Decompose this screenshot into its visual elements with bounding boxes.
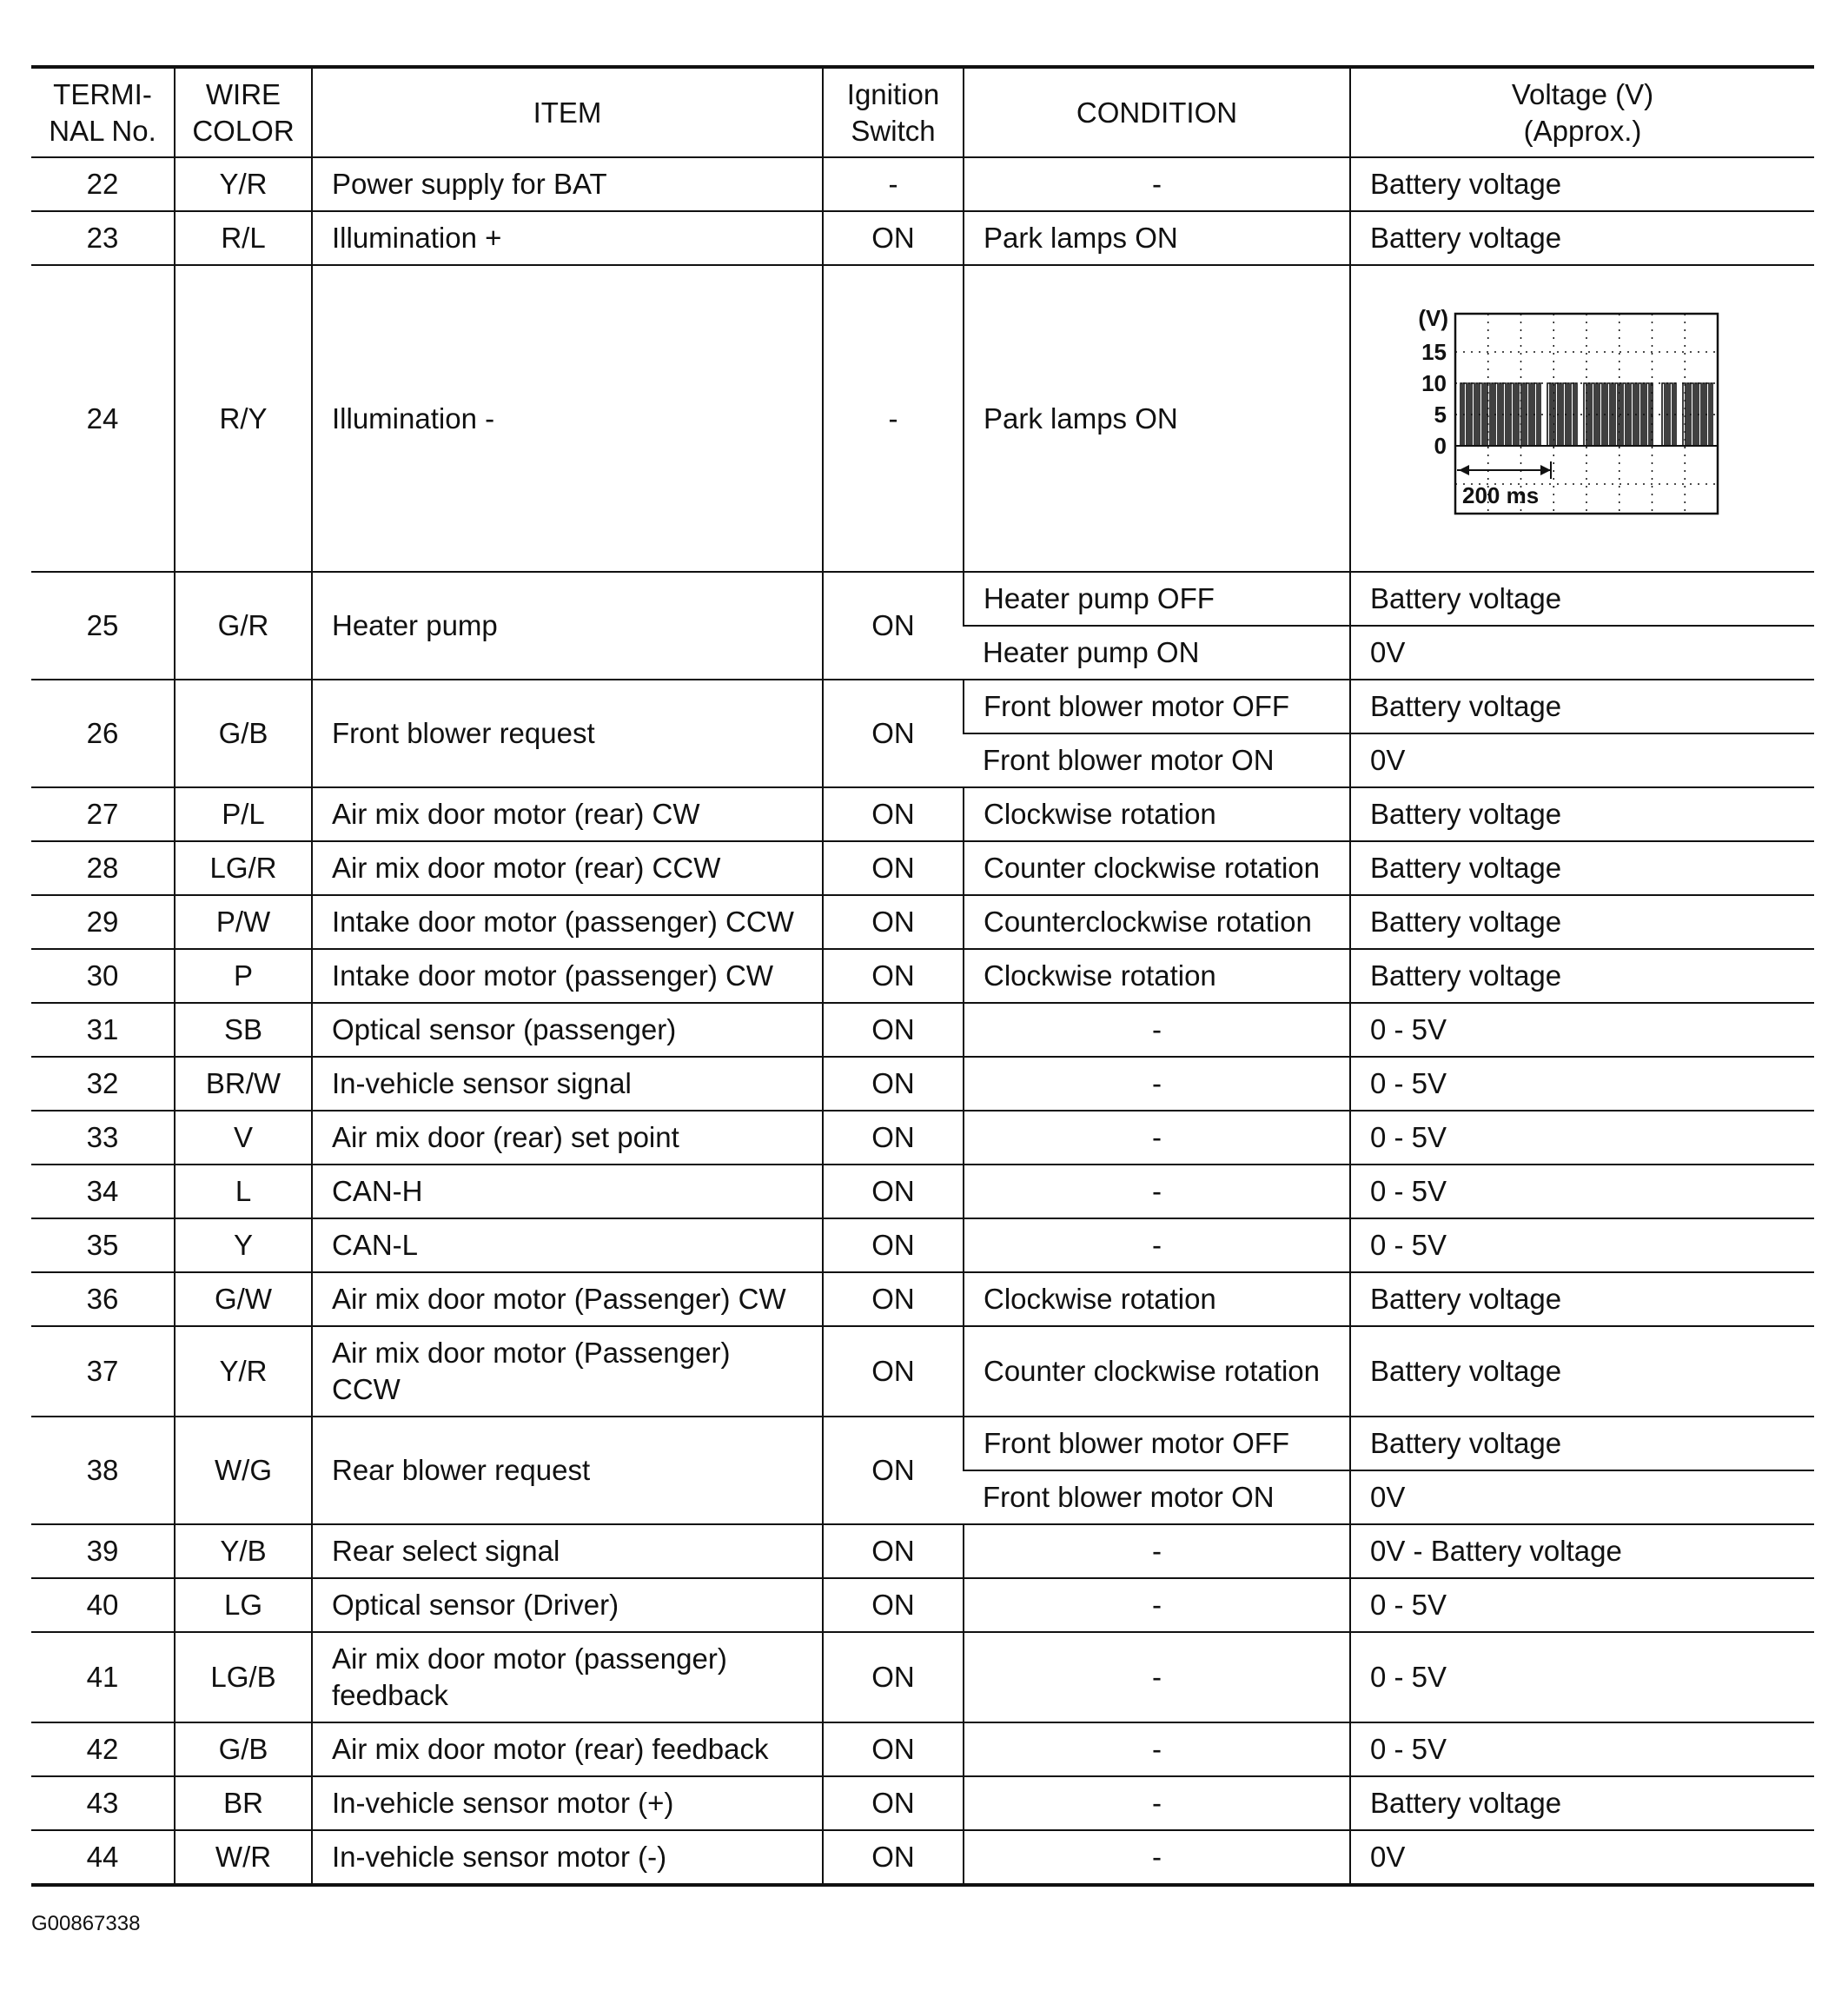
cell-ignition: ON (823, 1003, 964, 1057)
cell-item: Air mix door motor (rear) CCW (312, 841, 823, 895)
table-row (31, 1632, 1814, 1722)
header-voltage: Voltage (V) (Approx.) (1350, 67, 1814, 157)
cell-wire-color: Y/R (175, 157, 312, 211)
cell-terminal: 41 (31, 1632, 175, 1722)
cell-condition: - (964, 1578, 1350, 1632)
cell-ignition: ON (823, 1722, 964, 1776)
cell-voltage (1350, 265, 1814, 572)
cell-condition: - (964, 1111, 1350, 1165)
cell-ignition: ON (823, 1218, 964, 1272)
cell-ignition: ON (823, 1578, 964, 1632)
cell-ignition: ON (823, 1417, 964, 1524)
cell-terminal: 26 (31, 680, 175, 787)
cell-item: In-vehicle sensor motor (-) (312, 1830, 823, 1885)
cell-voltage: 0V (1350, 626, 1814, 680)
table-row (31, 1111, 1814, 1165)
cell-wire-color: V (175, 1111, 312, 1165)
cell-item: CAN-L (312, 1218, 823, 1272)
cell-item: Illumination + (312, 211, 823, 265)
cell-ignition: ON (823, 895, 964, 949)
cell-item: Optical sensor (Driver) (312, 1578, 823, 1632)
cell-voltage: 0 - 5V (1350, 1632, 1814, 1722)
cell-item: Illumination - (312, 265, 823, 572)
cell-condition: - (964, 1830, 1350, 1885)
cell-ignition: ON (823, 1165, 964, 1218)
cell-terminal: 40 (31, 1578, 175, 1632)
header-condition: CONDITION (964, 67, 1350, 157)
table-row (31, 1218, 1814, 1272)
table-row (31, 895, 1814, 949)
cell-condition: Counterclockwise rotation (964, 895, 1350, 949)
cell-condition: - (964, 157, 1350, 211)
cell-condition: Counter clockwise rotation (964, 1326, 1350, 1417)
header-row (31, 67, 1814, 157)
cell-ignition: ON (823, 1057, 964, 1111)
cell-voltage: Battery voltage (1350, 680, 1814, 733)
cell-terminal: 35 (31, 1218, 175, 1272)
cell-wire-color: G/B (175, 1722, 312, 1776)
cell-wire-color: Y/B (175, 1524, 312, 1578)
cell-ignition: ON (823, 211, 964, 265)
oscilloscope-figure (1394, 302, 1725, 528)
time-arrow-right (1540, 465, 1551, 475)
cell-condition: Clockwise rotation (964, 787, 1350, 841)
cell-voltage: 0 - 5V (1350, 1578, 1814, 1632)
cell-voltage: 0 - 5V (1350, 1057, 1814, 1111)
table-row (31, 1524, 1814, 1578)
cell-voltage: 0V (1350, 1830, 1814, 1885)
cell-item: In-vehicle sensor motor (+) (312, 1776, 823, 1830)
cell-condition: Front blower motor OFF (964, 680, 1350, 733)
cell-wire-color: BR (175, 1776, 312, 1830)
table-row (31, 1272, 1814, 1326)
cell-condition: Front blower motor ON (964, 1470, 1350, 1524)
cell-voltage: 0V - Battery voltage (1350, 1524, 1814, 1578)
table-row (31, 1417, 1814, 1470)
table-row (31, 1003, 1814, 1057)
cell-item: Air mix door motor (Passenger) CCW (312, 1326, 823, 1417)
cell-condition: - (964, 1218, 1350, 1272)
time-scale-label: 200 ms (1462, 481, 1540, 508)
cell-item: Optical sensor (passenger) (312, 1003, 823, 1057)
cell-terminal: 32 (31, 1057, 175, 1111)
cell-wire-color: R/Y (175, 265, 312, 572)
cell-ignition: ON (823, 787, 964, 841)
cell-item: Power supply for BAT (312, 157, 823, 211)
cell-condition: - (964, 1722, 1350, 1776)
cell-item: Heater pump (312, 572, 823, 680)
figure-id: G00867338 (31, 1912, 141, 1935)
cell-voltage: 0 - 5V (1350, 1218, 1814, 1272)
table-row (31, 157, 1814, 211)
cell-condition: - (964, 1776, 1350, 1830)
table-row (31, 1722, 1814, 1776)
cell-terminal: 22 (31, 157, 175, 211)
table-row (31, 1776, 1814, 1830)
table-row (31, 1165, 1814, 1218)
cell-voltage: Battery voltage (1350, 1272, 1814, 1326)
cell-voltage: Battery voltage (1350, 895, 1814, 949)
table-row (31, 211, 1814, 265)
y-tick-label: 15 (1421, 338, 1447, 365)
cell-terminal: 29 (31, 895, 175, 949)
cell-voltage: Battery voltage (1350, 1326, 1814, 1417)
cell-condition: Counter clockwise rotation (964, 841, 1350, 895)
cell-condition: Heater pump ON (964, 626, 1350, 680)
cell-condition: - (964, 1524, 1350, 1578)
cell-ignition: ON (823, 841, 964, 895)
table-row (31, 1326, 1814, 1417)
cell-terminal: 27 (31, 787, 175, 841)
cell-voltage: Battery voltage (1350, 157, 1814, 211)
cell-condition: Clockwise rotation (964, 1272, 1350, 1326)
cell-wire-color: G/B (175, 680, 312, 787)
cell-ignition: ON (823, 1776, 964, 1830)
cell-wire-color: P/W (175, 895, 312, 949)
cell-terminal: 33 (31, 1111, 175, 1165)
cell-ignition: ON (823, 1111, 964, 1165)
cell-ignition: ON (823, 1830, 964, 1885)
cell-ignition: ON (823, 1326, 964, 1417)
terminal-table (31, 65, 1814, 1887)
pwm-signal (1459, 383, 1712, 446)
table-row (31, 680, 1814, 733)
time-arrow-left (1459, 465, 1469, 475)
cell-ignition: ON (823, 1524, 964, 1578)
cell-item: Air mix door motor (passenger) feedback (312, 1632, 823, 1722)
cell-wire-color: P (175, 949, 312, 1003)
cell-condition: Park lamps ON (964, 265, 1350, 572)
table-row (31, 572, 1814, 626)
cell-ignition: - (823, 157, 964, 211)
table-row (31, 1578, 1814, 1632)
cell-terminal: 28 (31, 841, 175, 895)
cell-terminal: 44 (31, 1830, 175, 1885)
cell-wire-color: R/L (175, 211, 312, 265)
cell-ignition: - (823, 265, 964, 572)
cell-terminal: 36 (31, 1272, 175, 1326)
cell-wire-color: BR/W (175, 1057, 312, 1111)
table-row (31, 787, 1814, 841)
y-tick-label: 5 (1434, 401, 1447, 428)
header-item: ITEM (312, 67, 823, 157)
cell-item: In-vehicle sensor signal (312, 1057, 823, 1111)
cell-wire-color: SB (175, 1003, 312, 1057)
cell-condition: - (964, 1003, 1350, 1057)
header-wire-color: WIRE COLOR (175, 67, 312, 157)
cell-wire-color: G/R (175, 572, 312, 680)
cell-voltage: 0 - 5V (1350, 1111, 1814, 1165)
cell-ignition: ON (823, 1272, 964, 1326)
cell-item: Intake door motor (passenger) CW (312, 949, 823, 1003)
y-tick-label: 0 (1434, 432, 1447, 459)
cell-item: Rear blower request (312, 1417, 823, 1524)
cell-ignition: ON (823, 1632, 964, 1722)
cell-wire-color: W/G (175, 1417, 312, 1524)
y-unit-label: (V) (1418, 304, 1448, 331)
cell-item: Intake door motor (passenger) CCW (312, 895, 823, 949)
cell-voltage: Battery voltage (1350, 1776, 1814, 1830)
table-row (31, 1057, 1814, 1111)
cell-condition: Park lamps ON (964, 211, 1350, 265)
cell-ignition: ON (823, 680, 964, 787)
cell-voltage: Battery voltage (1350, 787, 1814, 841)
cell-condition: Front blower motor ON (964, 733, 1350, 787)
cell-terminal: 43 (31, 1776, 175, 1830)
cell-item: Air mix door motor (rear) feedback (312, 1722, 823, 1776)
table-row (31, 265, 1814, 572)
cell-condition: - (964, 1165, 1350, 1218)
cell-terminal: 39 (31, 1524, 175, 1578)
cell-terminal: 23 (31, 211, 175, 265)
cell-voltage: Battery voltage (1350, 1417, 1814, 1470)
cell-wire-color: G/W (175, 1272, 312, 1326)
cell-wire-color: W/R (175, 1830, 312, 1885)
cell-condition: Clockwise rotation (964, 949, 1350, 1003)
table-row (31, 949, 1814, 1003)
cell-terminal: 24 (31, 265, 175, 572)
cell-voltage: 0V (1350, 733, 1814, 787)
cell-voltage: Battery voltage (1350, 572, 1814, 626)
cell-ignition: ON (823, 949, 964, 1003)
cell-condition: Front blower motor OFF (964, 1417, 1350, 1470)
cell-item: Rear select signal (312, 1524, 823, 1578)
cell-terminal: 38 (31, 1417, 175, 1524)
cell-item: Front blower request (312, 680, 823, 787)
cell-condition: - (964, 1057, 1350, 1111)
cell-voltage: Battery voltage (1350, 211, 1814, 265)
cell-wire-color: LG (175, 1578, 312, 1632)
cell-item: Air mix door motor (Passenger) CW (312, 1272, 823, 1326)
cell-voltage: Battery voltage (1350, 949, 1814, 1003)
cell-terminal: 34 (31, 1165, 175, 1218)
cell-ignition: ON (823, 572, 964, 680)
cell-voltage: 0V (1350, 1470, 1814, 1524)
table-row (31, 1830, 1814, 1885)
cell-voltage: 0 - 5V (1350, 1003, 1814, 1057)
cell-voltage: 0 - 5V (1350, 1722, 1814, 1776)
header-ignition: Ignition Switch (823, 67, 964, 157)
cell-condition: - (964, 1632, 1350, 1722)
cell-voltage: 0 - 5V (1350, 1165, 1814, 1218)
cell-terminal: 30 (31, 949, 175, 1003)
cell-wire-color: LG/B (175, 1632, 312, 1722)
cell-terminal: 25 (31, 572, 175, 680)
cell-wire-color: LG/R (175, 841, 312, 895)
cell-terminal: 42 (31, 1722, 175, 1776)
cell-voltage: Battery voltage (1350, 841, 1814, 895)
cell-terminal: 37 (31, 1326, 175, 1417)
cell-terminal: 31 (31, 1003, 175, 1057)
cell-wire-color: Y/R (175, 1326, 312, 1417)
cell-wire-color: Y (175, 1218, 312, 1272)
cell-item: Air mix door motor (rear) CW (312, 787, 823, 841)
cell-wire-color: L (175, 1165, 312, 1218)
cell-item: Air mix door (rear) set point (312, 1111, 823, 1165)
cell-item: CAN-H (312, 1165, 823, 1218)
y-tick-label: 10 (1421, 369, 1447, 396)
cell-condition: Heater pump OFF (964, 572, 1350, 626)
header-terminal: TERMI- NAL No. (31, 67, 175, 157)
cell-wire-color: P/L (175, 787, 312, 841)
table-row (31, 841, 1814, 895)
